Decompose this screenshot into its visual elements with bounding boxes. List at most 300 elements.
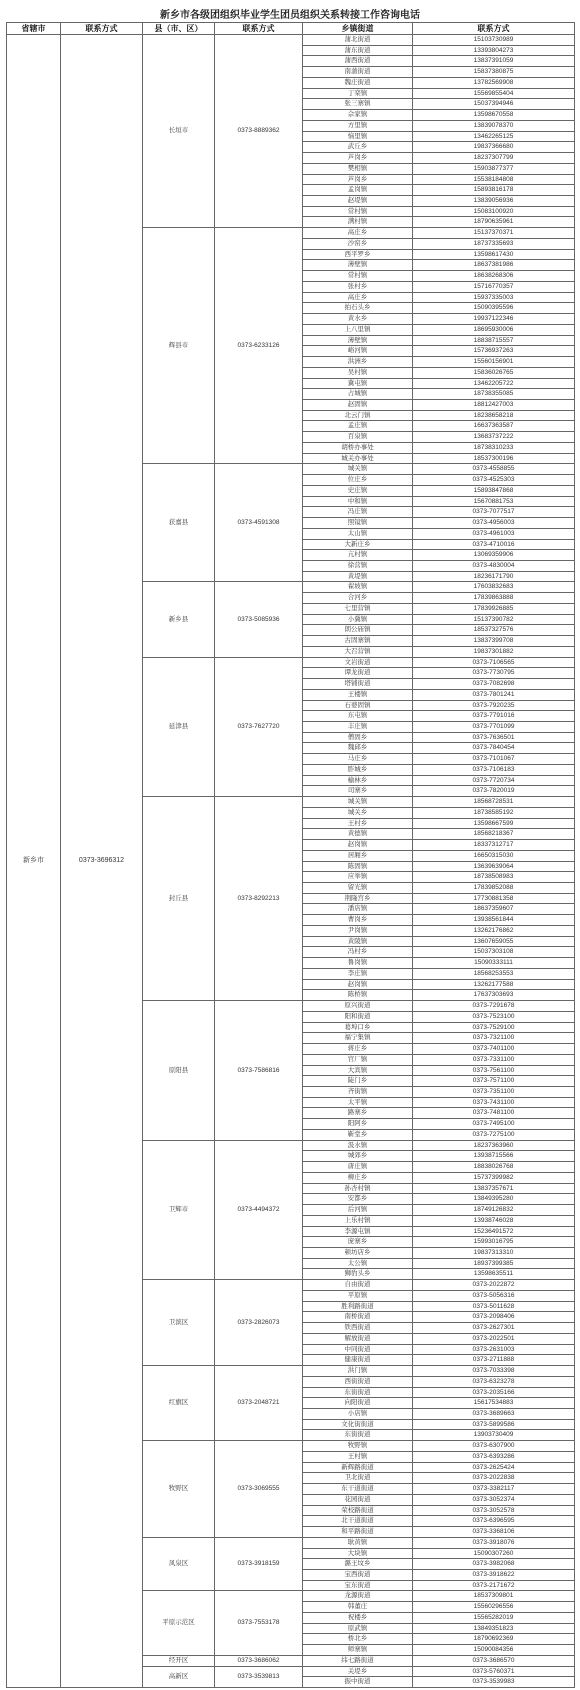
town-name: 桥北乡 xyxy=(303,1634,413,1645)
town-name: 城关镇 xyxy=(303,797,413,808)
town-phone: 15837380875 xyxy=(413,67,575,78)
town-phone: 0373-7840454 xyxy=(413,743,575,754)
county-name: 红旗区 xyxy=(143,1366,215,1441)
town-name: 顿坊店乡 xyxy=(303,1247,413,1258)
town-phone: 18568218367 xyxy=(413,829,575,840)
town-phone: 13938746028 xyxy=(413,1215,575,1226)
town-phone: 18738585192 xyxy=(413,807,575,818)
town-name: 黄陵镇 xyxy=(303,936,413,947)
town-phone: 0373-7561100 xyxy=(413,1065,575,1076)
town-phone: 13598667599 xyxy=(413,818,575,829)
town-name: 丰庄镇 xyxy=(303,722,413,733)
town-phone: 15538184808 xyxy=(413,174,575,185)
town-name: 阳阿乡 xyxy=(303,1119,413,1130)
town-name: 薄壁镇 xyxy=(303,335,413,346)
county-phone: 0373-4591308 xyxy=(215,464,303,582)
town-name: 原兴街道 xyxy=(303,1001,413,1012)
town-phone: 13393804273 xyxy=(413,45,575,56)
town-phone: 0373-7106183 xyxy=(413,764,575,775)
town-phone: 18790692369 xyxy=(413,1634,575,1645)
town-name: 李源屯镇 xyxy=(303,1226,413,1237)
town-name: 魏邱乡 xyxy=(303,743,413,754)
town-phone: 19837301882 xyxy=(413,646,575,657)
town-phone: 0373-7730795 xyxy=(413,668,575,679)
town-phone: 0373-7701099 xyxy=(413,722,575,733)
town-phone: 13683737222 xyxy=(413,432,575,443)
town-phone: 17839926885 xyxy=(413,603,575,614)
town-name: 耿黄镇 xyxy=(303,1537,413,1548)
town-name: 冯村乡 xyxy=(303,947,413,958)
county-name: 平原示范区 xyxy=(143,1591,215,1655)
county-name: 获嘉县 xyxy=(143,464,215,582)
town-name: 魏庄街道 xyxy=(303,77,413,88)
town-phone: 15137390782 xyxy=(413,614,575,625)
town-name: 铁西街道 xyxy=(303,1323,413,1334)
town-phone: 13849351823 xyxy=(413,1623,575,1634)
town-name: 尹岗镇 xyxy=(303,925,413,936)
town-name: 蒲东街道 xyxy=(303,45,413,56)
town-name: 丁栾镇 xyxy=(303,88,413,99)
town-name: 古固寨镇 xyxy=(303,636,413,647)
town-phone: 0373-4525303 xyxy=(413,475,575,486)
town-name: 福宁集镇 xyxy=(303,1033,413,1044)
town-phone: 18937399385 xyxy=(413,1258,575,1269)
town-name: 榆林乡 xyxy=(303,775,413,786)
town-phone: 13837399708 xyxy=(413,636,575,647)
town-name: 靳堂乡 xyxy=(303,1129,413,1140)
town-phone: 0373-7571100 xyxy=(413,1076,575,1087)
town-phone: 0373-7920235 xyxy=(413,700,575,711)
town-phone: 0373-3382117 xyxy=(413,1484,575,1495)
town-name: 韩董庄 xyxy=(303,1602,413,1613)
town-name: 上八里镇 xyxy=(303,324,413,335)
town-name: 洪门镇 xyxy=(303,1366,413,1377)
town-name: 中和镇 xyxy=(303,496,413,507)
town-name: 安都乡 xyxy=(303,1194,413,1205)
town-name: 自由街道 xyxy=(303,1280,413,1291)
town-phone: 15716770357 xyxy=(413,281,575,292)
town-name: 大宾镇 xyxy=(303,1065,413,1076)
table-body xyxy=(7,35,575,1688)
town-name: 高庄乡 xyxy=(303,292,413,303)
town-name: 赵岗镇 xyxy=(303,979,413,990)
town-phone: 0373-2625424 xyxy=(413,1462,575,1473)
town-phone: 19937122346 xyxy=(413,314,575,325)
town-phone: 18237363960 xyxy=(413,1140,575,1151)
town-name: 东干道街道 xyxy=(303,1484,413,1495)
town-name: 柳庄乡 xyxy=(303,1172,413,1183)
town-phone: 0373-7351100 xyxy=(413,1086,575,1097)
town-name: 南蒲街道 xyxy=(303,67,413,78)
town-phone: 0373-3052374 xyxy=(413,1494,575,1505)
town-name: 向阳街道 xyxy=(303,1398,413,1409)
town-phone: 18537300196 xyxy=(413,453,575,464)
town-phone: 18812427003 xyxy=(413,399,575,410)
town-name: 芦岗乡 xyxy=(303,174,413,185)
town-name: 阳和街道 xyxy=(303,1011,413,1022)
town-phone: 13462205722 xyxy=(413,378,575,389)
county-name: 卫滨区 xyxy=(143,1280,215,1366)
page-title: 新乡市各级团组织毕业学生团员组织关系转接工作咨询电话 xyxy=(160,10,420,21)
county-name: 高新区 xyxy=(143,1666,215,1687)
town-name: 小冀镇 xyxy=(303,614,413,625)
town-name: 僧固乡 xyxy=(303,732,413,743)
town-phone: 0373-7275100 xyxy=(413,1129,575,1140)
town-phone: 0373-7791016 xyxy=(413,711,575,722)
town-name: 西街街道 xyxy=(303,1376,413,1387)
town-name: 蒲西街道 xyxy=(303,56,413,67)
city-name: 新乡市 xyxy=(7,35,61,1688)
town-name: 亢村镇 xyxy=(303,550,413,561)
town-phone: 18337312717 xyxy=(413,840,575,851)
town-name: 庞寨乡 xyxy=(303,1237,413,1248)
town-phone: 0373-7082698 xyxy=(413,679,575,690)
town-name: 祝楼乡 xyxy=(303,1612,413,1623)
town-phone: 0373-7523100 xyxy=(413,1011,575,1022)
town-phone: 0373-7106565 xyxy=(413,657,575,668)
county-phone: 0373-7627720 xyxy=(215,657,303,797)
town-phone: 0373-7331100 xyxy=(413,1054,575,1065)
town-name: 解放街道 xyxy=(303,1333,413,1344)
town-name: 张村乡 xyxy=(303,281,413,292)
town-phone: 18236171790 xyxy=(413,571,575,582)
town-name: 应举镇 xyxy=(303,872,413,883)
town-name: 石婆固镇 xyxy=(303,700,413,711)
town-phone: 0373-7529100 xyxy=(413,1022,575,1033)
header-city: 省辖市 xyxy=(7,23,61,35)
county-phone: 0373-8292213 xyxy=(215,797,303,1001)
town-phone: 15893847868 xyxy=(413,485,575,496)
town-name: 合河乡 xyxy=(303,593,413,604)
town-name: 朗公庙镇 xyxy=(303,625,413,636)
town-phone: 15037394946 xyxy=(413,99,575,110)
header-city-phone: 联系方式 xyxy=(61,23,143,35)
town-phone: 18637359607 xyxy=(413,904,575,915)
town-phone: 15103730989 xyxy=(413,35,575,46)
town-name: 孟岗镇 xyxy=(303,185,413,196)
town-name: 峪河镇 xyxy=(303,346,413,357)
county-name: 卫辉市 xyxy=(143,1140,215,1280)
town-name: 徐营镇 xyxy=(303,560,413,571)
town-phone: 18638268306 xyxy=(413,271,575,282)
town-phone: 13639639064 xyxy=(413,861,575,872)
town-name: 黄堤镇 xyxy=(303,571,413,582)
town-name: 史庄镇 xyxy=(303,485,413,496)
town-phone: 15565282019 xyxy=(413,1612,575,1623)
town-name: 胙城乡 xyxy=(303,764,413,775)
town-phone: 18537327576 xyxy=(413,625,575,636)
town-phone: 18568728531 xyxy=(413,797,575,808)
town-phone: 18237307799 xyxy=(413,153,575,164)
town-name: 王村乡 xyxy=(303,818,413,829)
header-row xyxy=(7,23,575,35)
town-phone: 0373-7801241 xyxy=(413,689,575,700)
town-name: 小店镇 xyxy=(303,1409,413,1420)
town-name: 汲水镇 xyxy=(303,1140,413,1151)
county-name: 长垣市 xyxy=(143,35,215,228)
town-phone: 13262176862 xyxy=(413,925,575,936)
town-name: 大召营镇 xyxy=(303,646,413,657)
town-phone: 0373-7077517 xyxy=(413,507,575,518)
town-name: 卫北街道 xyxy=(303,1473,413,1484)
town-name: 塔铺街道 xyxy=(303,679,413,690)
town-phone: 0373-6323278 xyxy=(413,1376,575,1387)
town-name: 占城镇 xyxy=(303,389,413,400)
county-phone: 0373-7586816 xyxy=(215,1001,303,1141)
town-name: 太公镇 xyxy=(303,1258,413,1269)
town-name: 师寨镇 xyxy=(303,1645,413,1656)
table-row xyxy=(7,35,575,46)
town-phone: 18737335693 xyxy=(413,238,575,249)
town-name: 荣校路街道 xyxy=(303,1505,413,1516)
town-phone: 15569855404 xyxy=(413,88,575,99)
county-phone: 0373-3686062 xyxy=(215,1655,303,1666)
town-phone: 15893816178 xyxy=(413,185,575,196)
town-phone: 13607659055 xyxy=(413,936,575,947)
town-name: 关堤乡 xyxy=(303,1666,413,1677)
town-phone: 19837313310 xyxy=(413,1247,575,1258)
town-name: 洪洲乡 xyxy=(303,357,413,368)
town-name: 冀屯镇 xyxy=(303,378,413,389)
town-phone: 0373-5760371 xyxy=(413,1666,575,1677)
town-phone: 0373-2022501 xyxy=(413,1333,575,1344)
county-name: 延津县 xyxy=(143,657,215,797)
town-phone: 13938561844 xyxy=(413,915,575,926)
town-phone: 0373-3686570 xyxy=(413,1655,575,1666)
town-phone: 0373-2627301 xyxy=(413,1323,575,1334)
town-name: 常村镇 xyxy=(303,206,413,217)
town-name: 孟庄镇 xyxy=(303,421,413,432)
county-phone: 0373-2826073 xyxy=(215,1280,303,1366)
town-name: 胜利路街道 xyxy=(303,1301,413,1312)
town-name: 纬七路街道 xyxy=(303,1655,413,1666)
town-name: 居厢乡 xyxy=(303,850,413,861)
town-phone: 0373-2098406 xyxy=(413,1312,575,1323)
town-phone: 16650315030 xyxy=(413,850,575,861)
town-name: 鲁岗镇 xyxy=(303,958,413,969)
town-phone: 13598617430 xyxy=(413,249,575,260)
town-name: 东屯镇 xyxy=(303,711,413,722)
town-phone: 0373-4956003 xyxy=(413,518,575,529)
town-name: 城关乡 xyxy=(303,807,413,818)
town-phone: 15617534883 xyxy=(413,1398,575,1409)
town-name: 花园街道 xyxy=(303,1494,413,1505)
town-phone: 18790635961 xyxy=(413,217,575,228)
city-phone: 0373-3696312 xyxy=(61,35,143,1688)
town-name: 南桥街道 xyxy=(303,1312,413,1323)
town-name: 谭龙街道 xyxy=(303,668,413,679)
header-county: 县（市、区） xyxy=(143,23,215,35)
town-name: 满村镇 xyxy=(303,217,413,228)
town-name: 孙杏村镇 xyxy=(303,1183,413,1194)
county-name: 牧野区 xyxy=(143,1441,215,1538)
town-phone: 0373-7720734 xyxy=(413,775,575,786)
town-phone: 0373-7291678 xyxy=(413,1001,575,1012)
town-phone: 0373-4710016 xyxy=(413,539,575,550)
county-phone: 0373-3918159 xyxy=(215,1537,303,1591)
town-name: 恼里镇 xyxy=(303,131,413,142)
town-name: 荆隆宫乡 xyxy=(303,893,413,904)
town-phone: 0373-5056316 xyxy=(413,1290,575,1301)
town-phone: 18695930006 xyxy=(413,324,575,335)
town-phone: 0373-5899586 xyxy=(413,1419,575,1430)
town-phone: 0373-3689663 xyxy=(413,1409,575,1420)
town-phone: 17603832683 xyxy=(413,582,575,593)
town-name: 位庄乡 xyxy=(303,475,413,486)
town-name: 马庄乡 xyxy=(303,754,413,765)
town-name: 曹岗乡 xyxy=(303,915,413,926)
town-phone: 0373-7636501 xyxy=(413,732,575,743)
town-phone: 0373-2711888 xyxy=(413,1355,575,1366)
town-name: 城关办事处 xyxy=(303,453,413,464)
town-name: 百泉镇 xyxy=(303,432,413,443)
town-phone: 0373-4961003 xyxy=(413,528,575,539)
town-name: 樊相镇 xyxy=(303,163,413,174)
town-name: 陈固镇 xyxy=(303,861,413,872)
town-phone: 18838026768 xyxy=(413,1162,575,1173)
town-name: 赵堤镇 xyxy=(303,196,413,207)
town-phone: 13262177588 xyxy=(413,979,575,990)
town-name: 城关镇 xyxy=(303,464,413,475)
town-name: 李庄镇 xyxy=(303,968,413,979)
town-phone: 0373-3982068 xyxy=(413,1559,575,1570)
town-name: 北干道街道 xyxy=(303,1516,413,1527)
town-phone: 17730881358 xyxy=(413,893,575,904)
town-phone: 15090307260 xyxy=(413,1548,575,1559)
town-name: 高庄乡 xyxy=(303,228,413,239)
town-name: 上乐村镇 xyxy=(303,1215,413,1226)
town-phone: 0373-2631003 xyxy=(413,1344,575,1355)
town-name: 赵岗镇 xyxy=(303,840,413,851)
town-phone: 15903877377 xyxy=(413,163,575,174)
town-name: 宝东街道 xyxy=(303,1580,413,1591)
town-phone: 0373-3368106 xyxy=(413,1527,575,1538)
town-phone: 18568253553 xyxy=(413,968,575,979)
town-phone: 15737399982 xyxy=(413,1172,575,1183)
town-name: 冯庄镇 xyxy=(303,507,413,518)
header-county-phone: 联系方式 xyxy=(215,23,303,35)
town-name: 北云门镇 xyxy=(303,410,413,421)
town-phone: 18749126832 xyxy=(413,1205,575,1216)
town-name: 拍石头乡 xyxy=(303,303,413,314)
town-name: 潞王坟乡 xyxy=(303,1559,413,1570)
town-phone: 18738508983 xyxy=(413,872,575,883)
town-name: 芦岗乡 xyxy=(303,153,413,164)
town-name: 王楼镇 xyxy=(303,689,413,700)
town-name: 陈桥镇 xyxy=(303,990,413,1001)
town-name: 太山镇 xyxy=(303,528,413,539)
town-phone: 15937335003 xyxy=(413,292,575,303)
town-phone: 0373-3052578 xyxy=(413,1505,575,1516)
town-phone: 0373-4558855 xyxy=(413,464,575,475)
county-name: 辉县市 xyxy=(143,228,215,464)
town-phone: 0373-7431100 xyxy=(413,1097,575,1108)
town-name: 牧野镇 xyxy=(303,1441,413,1452)
town-phone: 0373-3918622 xyxy=(413,1570,575,1581)
town-name: 赵固镇 xyxy=(303,399,413,410)
town-phone: 0373-2022872 xyxy=(413,1280,575,1291)
town-phone: 15560156901 xyxy=(413,357,575,368)
town-name: 常村镇 xyxy=(303,271,413,282)
town-name: 司寨乡 xyxy=(303,786,413,797)
town-phone: 19837366680 xyxy=(413,142,575,153)
county-phone: 0373-4494372 xyxy=(215,1140,303,1280)
town-name: 中同街道 xyxy=(303,1344,413,1355)
contact-table xyxy=(6,22,575,1688)
town-name: 城郊乡 xyxy=(303,1151,413,1162)
town-name: 翟坡镇 xyxy=(303,582,413,593)
county-phone: 0373-7553178 xyxy=(215,1591,303,1655)
town-name: 王村镇 xyxy=(303,1451,413,1462)
town-phone: 13839056936 xyxy=(413,196,575,207)
town-name: 大块镇 xyxy=(303,1548,413,1559)
town-name: 平原镇 xyxy=(303,1290,413,1301)
town-phone: 0373-6396595 xyxy=(413,1516,575,1527)
town-phone: 0373-3539983 xyxy=(413,1677,575,1688)
header-town-phone: 联系方式 xyxy=(413,23,575,35)
town-phone: 15090395596 xyxy=(413,303,575,314)
town-name: 武丘乡 xyxy=(303,142,413,153)
town-phone: 18637381986 xyxy=(413,260,575,271)
county-name: 新乡县 xyxy=(143,582,215,657)
town-name: 蒲北街道 xyxy=(303,35,413,46)
town-name: 齐街镇 xyxy=(303,1086,413,1097)
town-name: 狮豹头乡 xyxy=(303,1269,413,1280)
town-name: 大新庄乡 xyxy=(303,539,413,550)
town-phone: 18838715557 xyxy=(413,335,575,346)
town-phone: 15090084356 xyxy=(413,1645,575,1656)
town-name: 七里营镇 xyxy=(303,603,413,614)
town-phone: 0373-7820019 xyxy=(413,786,575,797)
town-name: 原武镇 xyxy=(303,1623,413,1634)
town-name: 吴村镇 xyxy=(303,367,413,378)
county-phone: 0373-5085936 xyxy=(215,582,303,657)
town-name: 东街街道 xyxy=(303,1387,413,1398)
town-name: 照镜镇 xyxy=(303,518,413,529)
town-phone: 18738355085 xyxy=(413,389,575,400)
county-phone: 0373-6233126 xyxy=(215,228,303,464)
town-phone: 0373-7321100 xyxy=(413,1033,575,1044)
town-phone: 13837391059 xyxy=(413,56,575,67)
county-phone: 0373-2048721 xyxy=(215,1366,303,1441)
town-phone: 17839863888 xyxy=(413,593,575,604)
town-phone: 13903730409 xyxy=(413,1430,575,1441)
town-phone: 17637303693 xyxy=(413,990,575,1001)
town-name: 新辉路街道 xyxy=(303,1462,413,1473)
town-phone: 13839078370 xyxy=(413,120,575,131)
town-name: 胡桥办事处 xyxy=(303,442,413,453)
town-phone: 13069359906 xyxy=(413,550,575,561)
town-name: 沙窑乡 xyxy=(303,238,413,249)
town-name: 薄壁镇 xyxy=(303,260,413,271)
town-name: 振中街道 xyxy=(303,1677,413,1688)
town-phone: 15083100920 xyxy=(413,206,575,217)
town-phone: 18738310233 xyxy=(413,442,575,453)
town-phone: 18537309801 xyxy=(413,1591,575,1602)
town-phone: 0373-7033398 xyxy=(413,1366,575,1377)
town-phone: 13598670558 xyxy=(413,110,575,121)
town-name: 官厂镇 xyxy=(303,1054,413,1065)
town-name: 方里镇 xyxy=(303,120,413,131)
town-name: 黄水乡 xyxy=(303,314,413,325)
town-name: 潘店镇 xyxy=(303,904,413,915)
town-name: 和平路街道 xyxy=(303,1527,413,1538)
town-phone: 0373-7401100 xyxy=(413,1044,575,1055)
town-phone: 13938715566 xyxy=(413,1151,575,1162)
town-phone: 15137370371 xyxy=(413,228,575,239)
county-name: 原阳县 xyxy=(143,1001,215,1141)
town-phone: 15236491572 xyxy=(413,1226,575,1237)
